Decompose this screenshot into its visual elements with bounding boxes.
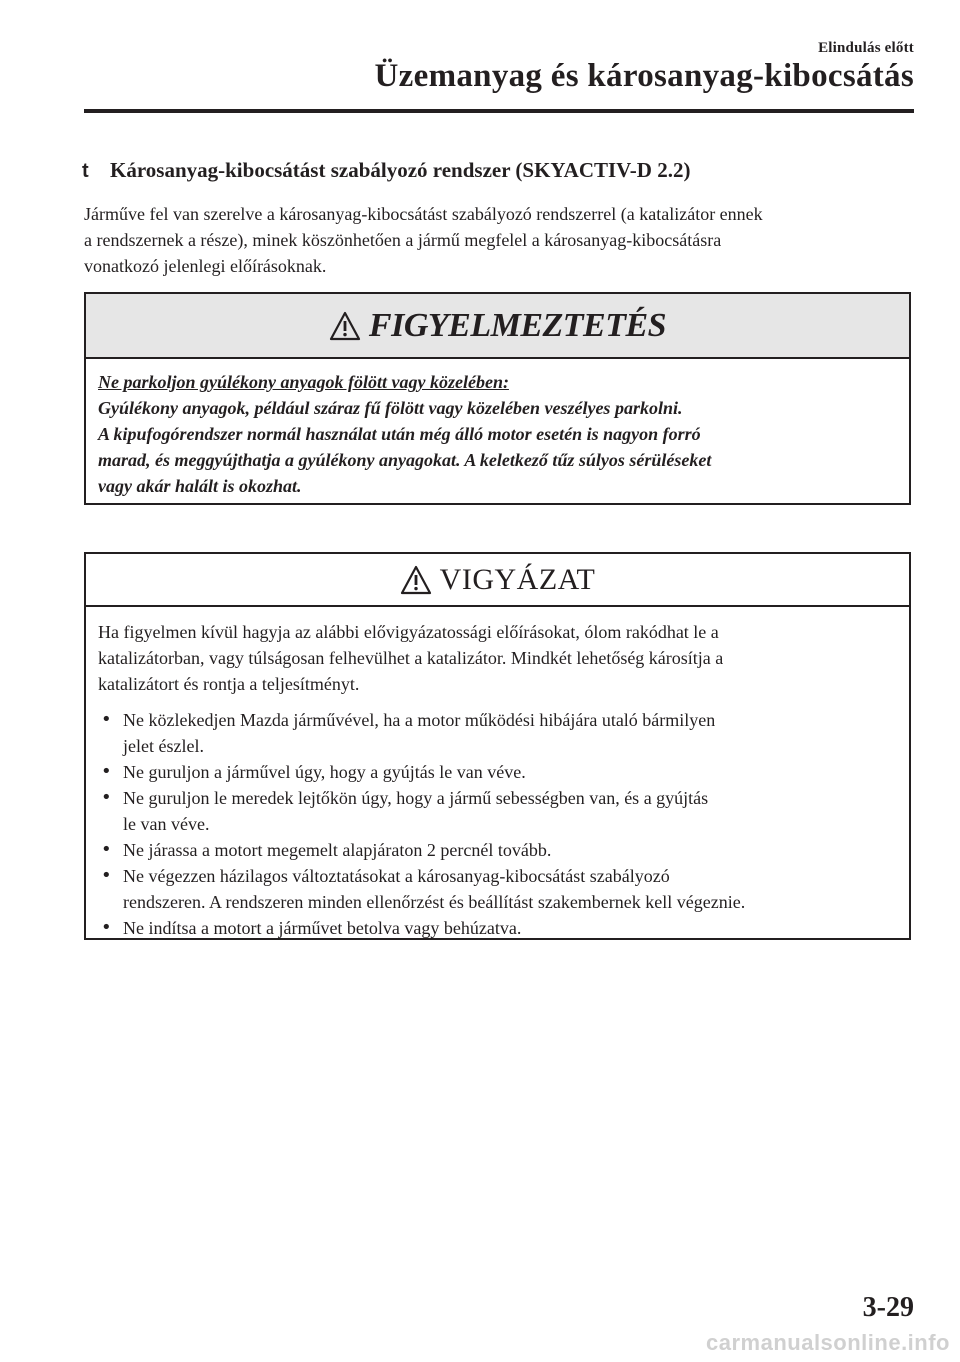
bullet-dot-icon: •	[101, 787, 112, 808]
warning-title: FIGYELMEZTETÉS	[368, 306, 667, 344]
warning-line: vagy akár halált is okozhat.	[98, 476, 302, 496]
section-bullet-icon: t	[82, 160, 89, 182]
intro-paragraph	[84, 201, 924, 279]
caution-lead-line: katalizátorban, vagy túlságosan felhevülhet a katalizátor. Mindkét lehetőség károsítja a	[98, 648, 724, 668]
warning-header	[86, 294, 909, 359]
bullet-dot-icon: •	[101, 761, 112, 782]
caution-box	[84, 552, 911, 940]
list-item-line: Ne indítsa a motort a járművet betolva vagy behúzatva.	[123, 918, 522, 938]
list-item	[98, 759, 897, 785]
list-item-line: rendszeren. A rendszeren minden ellenőrzést és beállítást szakembernek kell végeznie.	[123, 892, 746, 912]
header-rule	[84, 109, 914, 113]
watermark-text: carmanualsonline.info	[706, 1330, 950, 1355]
list-item-line: Ne közlekedjen Mazda járművével, ha a motor működési hibájára utaló bármilyen	[123, 710, 716, 730]
section-heading-text: Károsanyag-kibocsátást szabályozó rendszer (SKYACTIV-D 2.2)	[110, 158, 691, 182]
page-number: 3-29	[862, 1292, 914, 1323]
list-item-line: jelet észlel.	[123, 736, 204, 756]
bullet-dot-icon: •	[101, 839, 112, 860]
list-item-line: Ne guruljon le meredek lejtőkön úgy, hogy a jármű sebességben van, és a gyújtás	[123, 788, 709, 808]
list-item	[98, 915, 897, 941]
caution-list	[98, 707, 897, 941]
caution-lead-line: Ha figyelmen kívül hagyja az alábbi elővigyázatossági előírásokat, ólom rakódhat le a	[98, 622, 719, 642]
caution-header	[86, 554, 909, 607]
warning-text	[98, 369, 897, 499]
list-item	[98, 785, 897, 837]
warning-subheading: Ne parkoljon gyúlékony anyagok fölött vagy közelében:	[98, 372, 509, 392]
caution-lead-line: katalizátort és rontja a teljesítményt.	[98, 674, 360, 694]
caution-body	[86, 607, 909, 941]
list-item	[98, 863, 897, 915]
intro-line: a rendszernek a része), minek köszönhetően a jármű megfelel a károsanyag-kibocsátásra	[84, 230, 722, 250]
bullet-dot-icon: •	[101, 917, 112, 938]
intro-line: Járműve fel van szerelve a károsanyag-kibocsátást szabályozó rendszerrel (a katalizátor ennek	[84, 204, 763, 224]
warning-body	[86, 359, 909, 499]
list-item	[98, 707, 897, 759]
caution-title: VIGYÁZAT	[439, 562, 596, 596]
caution-lead	[98, 619, 897, 697]
bullet-dot-icon: •	[101, 709, 112, 730]
bullet-dot-icon: •	[101, 865, 112, 886]
section-heading	[82, 158, 922, 183]
header-title: Üzemanyag és károsanyag-kibocsátás	[374, 58, 914, 94]
intro-line: vonatkozó jelenlegi előírásoknak.	[84, 256, 327, 276]
warning-triangle-icon	[329, 311, 361, 341]
list-item-line: Ne guruljon a járművel úgy, hogy a gyújtás le van véve.	[123, 762, 526, 782]
warning-line: A kipufogórendszer normál használat után még álló motor esetén is nagyon forró	[98, 424, 701, 444]
header-section-label: Elindulás előtt	[818, 40, 914, 56]
list-item	[98, 837, 897, 863]
list-item-line: Ne járassa a motort megemelt alapjáraton 2 percnél tovább.	[123, 840, 552, 860]
warning-line: marad, és meggyújthatja a gyúlékony anyagokat. A keletkező tűz súlyos sérüléseket	[98, 450, 712, 470]
warning-line: Gyúlékony anyagok, például száraz fű fölött vagy közelében veszélyes parkolni.	[98, 398, 683, 418]
list-item-line: Ne végezzen házilagos változtatásokat a károsanyag-kibocsátást szabályozó	[123, 866, 670, 886]
list-item-line: le van véve.	[123, 814, 210, 834]
warning-box	[84, 292, 911, 505]
warning-triangle-icon	[400, 565, 432, 595]
